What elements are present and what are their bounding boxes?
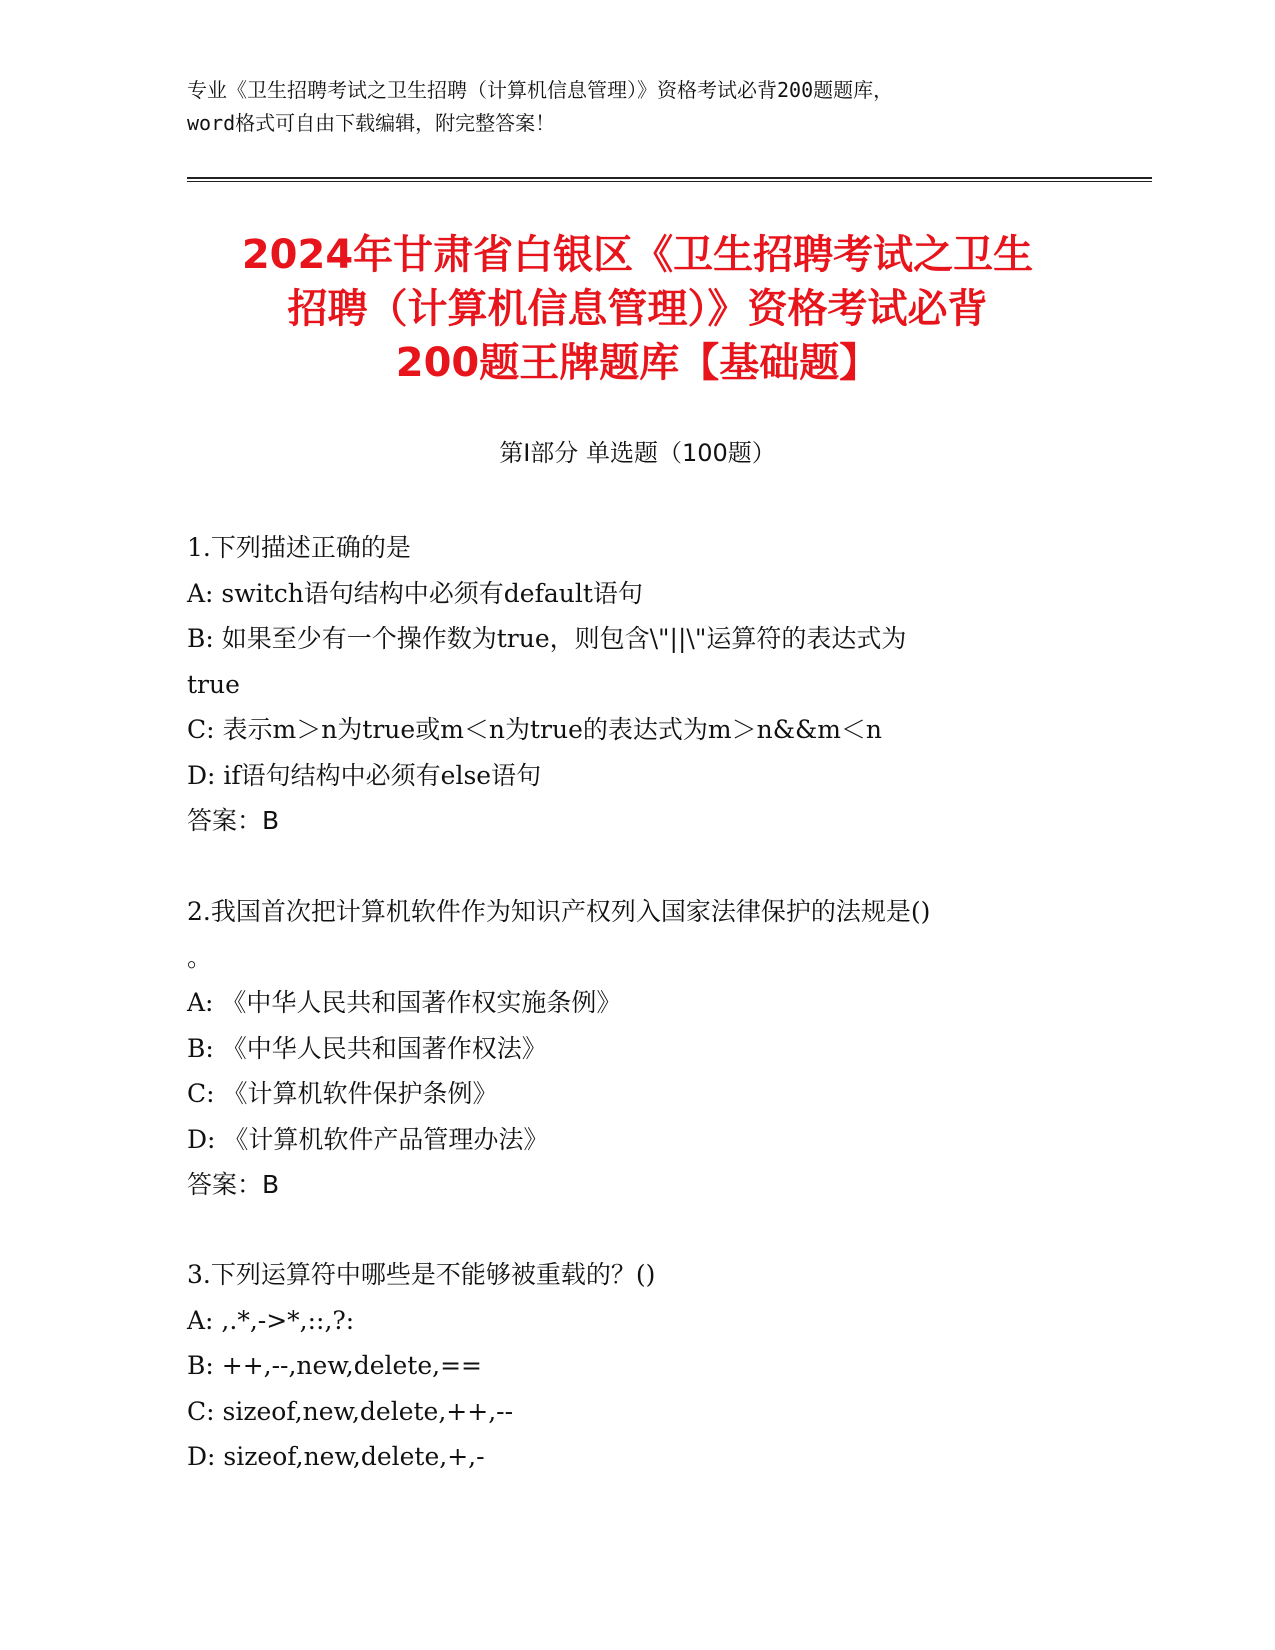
document-title-line-2: 招聘（计算机信息管理）》资格考试必背 (287, 286, 988, 332)
question-stem: 2.我国首次把计算机软件作为知识产权列入国家法律保护的法规是() (187, 897, 931, 926)
option-a: A: switch语句结构中必须有default语句 (187, 578, 643, 608)
section-title: 第I部分 单选题（100题） (499, 439, 776, 467)
header-divider-thick (187, 177, 1152, 179)
answer-label: 答案：B (187, 1170, 280, 1199)
answer-label: 答案：B (187, 806, 280, 835)
option-d: D: sizeof,new,delete,+,- (187, 1442, 485, 1471)
question-stem: 3.下列运算符中哪些是不能够被重载的？() (187, 1260, 656, 1289)
option-b: B: 《中华人民共和国著作权法》 (187, 1033, 547, 1063)
option-b-continued: true (187, 669, 240, 699)
question-stem: 1.下列描述正确的是 (187, 533, 411, 562)
document-title-line-3: 200题王牌题库【基础题】 (395, 340, 880, 386)
option-b: B: 如果至少有一个操作数为true，则包含\"||\"运算符的表达式为 (187, 624, 907, 653)
header-note (187, 74, 1117, 140)
option-c: C: sizeof,new,delete,++,-- (187, 1396, 514, 1426)
option-a: A: ,.*,->*,::,?: (187, 1305, 355, 1335)
option-b: B: ++,--,new,delete,== (187, 1351, 482, 1380)
question-item (187, 525, 1087, 844)
header-note-line-1: 专业《卫生招聘考试之卫生招聘（计算机信息管理）》资格考试必背200题题库， (187, 78, 894, 102)
option-c: C: 《计算机软件保护条例》 (187, 1079, 498, 1108)
question-stem-continued: 。 (187, 942, 213, 972)
header-note-line-2: word格式可自由下载编辑，附完整答案！ (187, 111, 556, 135)
question-item (187, 889, 1087, 1208)
option-c: C: 表示m＞n为true或m＜n为true的表达式为m＞n&&m＜n (187, 715, 883, 744)
option-d: D: if语句结构中必须有else语句 (187, 760, 542, 790)
question-item (187, 1252, 1087, 1480)
document-title (150, 228, 1125, 390)
option-d: D: 《计算机软件产品管理办法》 (187, 1124, 549, 1154)
header-divider-thin (187, 181, 1152, 182)
option-a: A: 《中华人民共和国著作权实施条例》 (187, 988, 622, 1017)
document-title-line-1: 2024年甘肃省白银区《卫生招聘考试之卫生 (241, 232, 1034, 278)
